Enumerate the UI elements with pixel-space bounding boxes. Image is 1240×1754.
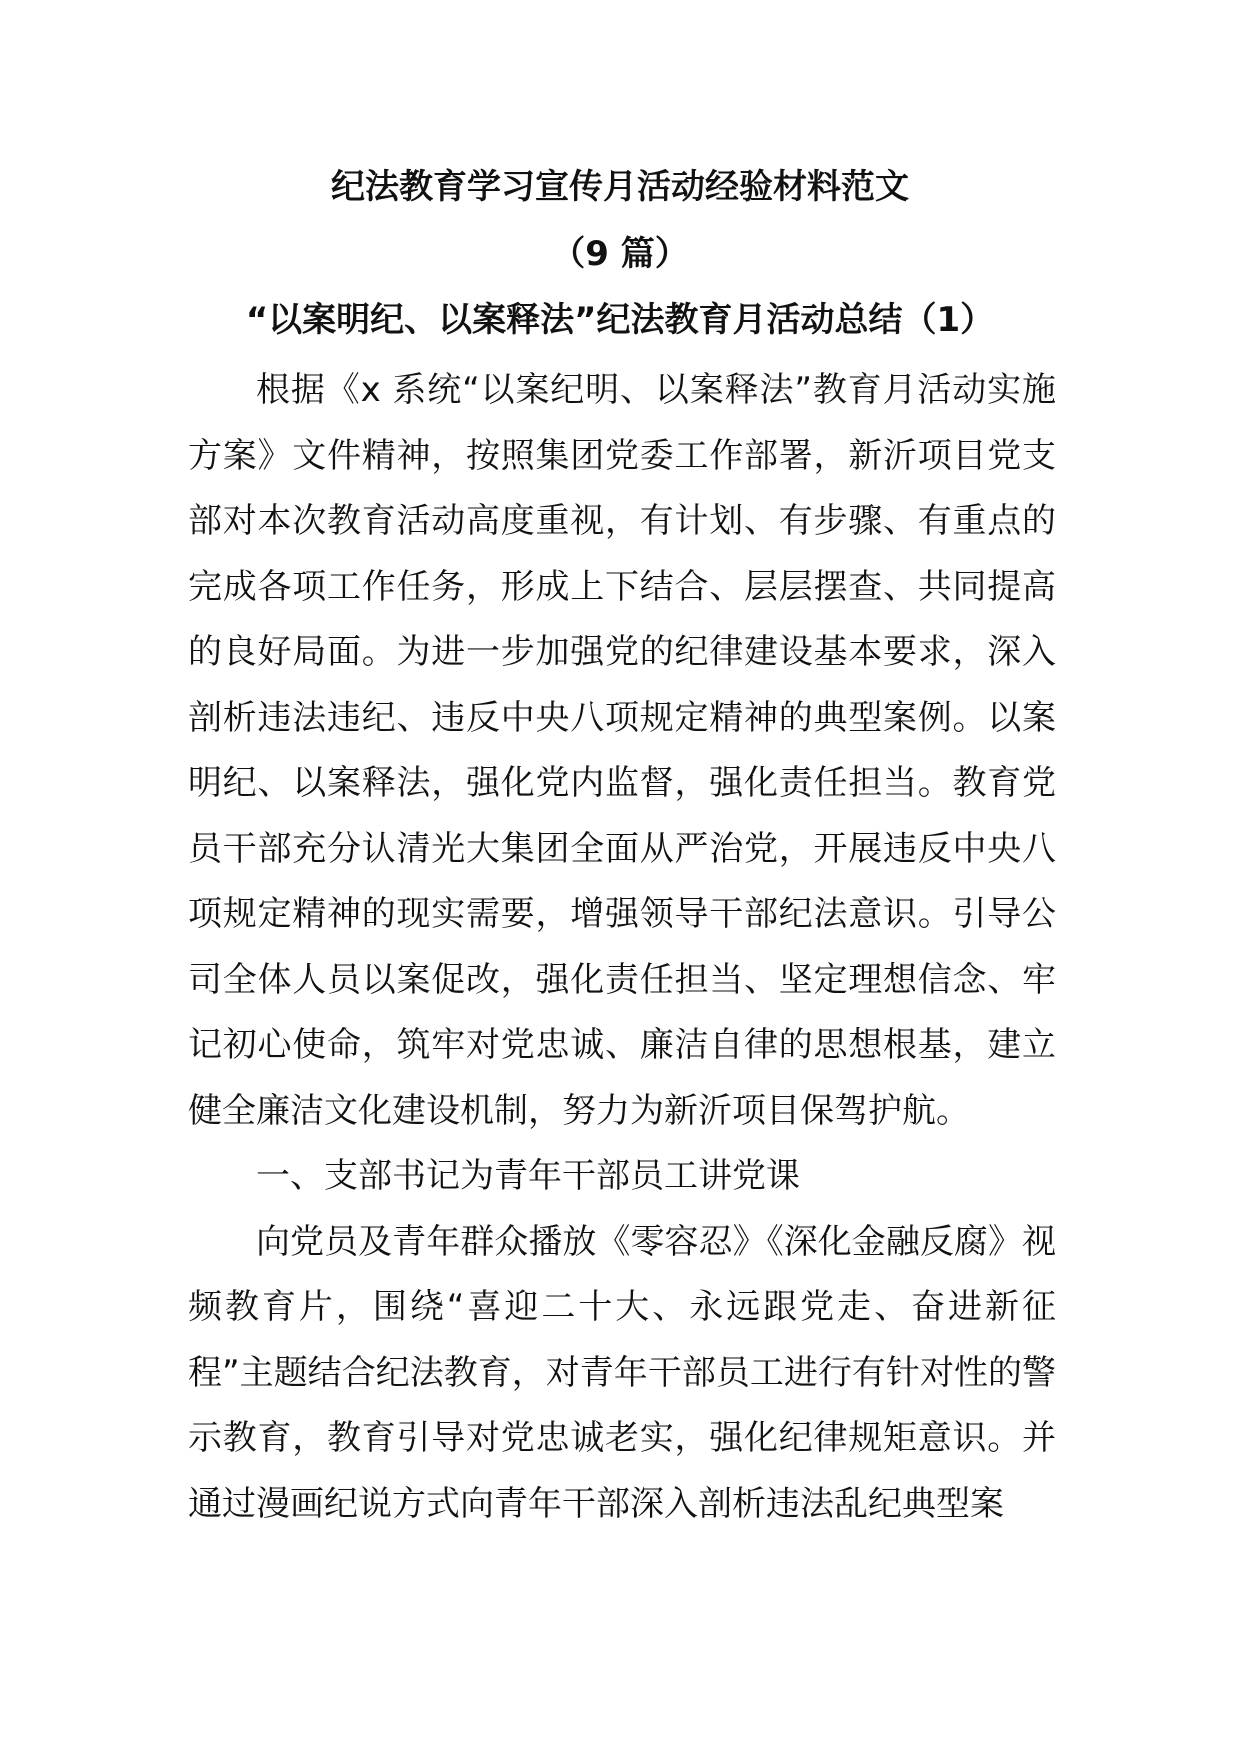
paragraph-intro: 根据《x 系统“以案纪明、以案释法”教育月活动实施方案》文件精神，按照集团党委工作部署，新沂项目党支部对本次教育活动高度重视，有计划、有步骤、有重点的完成各项工作任务，形成上下结合、层层摆查、共同提高的良好局面。为进一步加强党的纪律建设基本要求，深入剖析违法违纪、违反中央八项规定精神的典型案例。以案明纪、以案释法，强化党内监督，强化责任担当。教育党员干部充分认清光大集团全面从严治党，开展违反中央八项规定精神的现实需要，增强领导干部纪法意识。引导公司全体人员以案促改，强化责任担当、坚定理想信念、牢记初心使命，筑牢对党忠诚、廉洁自律的思想根基，建立健全廉洁文化建设机制，努力为新沂项目保驾护航。: [188, 370, 1056, 1131]
paragraph-heading-1: 一、支部书记为青年干部员工讲党课: [256, 1156, 800, 1196]
paragraph-body-2: 向党员及青年群众播放《零容忍》《深化金融反腐》视频教育片，围绕“喜迎二十大、永远跟党走、奋进新征程”主题结合纪法教育，对青年干部员工进行有针对性的警示教育，教育引导对党忠诚老实，强化纪律规矩意识。并通过漫画纪说方式向青年干部深入剖析违法乱纪典型案: [188, 1221, 1056, 1524]
document-title: 纪法教育学习宣传月活动经验材料范文: [331, 167, 909, 207]
document-subtitle-count: （9 篇）: [551, 234, 689, 274]
section-title: “以案明纪、以案释法”纪法教育月活动总结（1）: [245, 300, 995, 340]
document-body: [188, 358, 1056, 1537]
